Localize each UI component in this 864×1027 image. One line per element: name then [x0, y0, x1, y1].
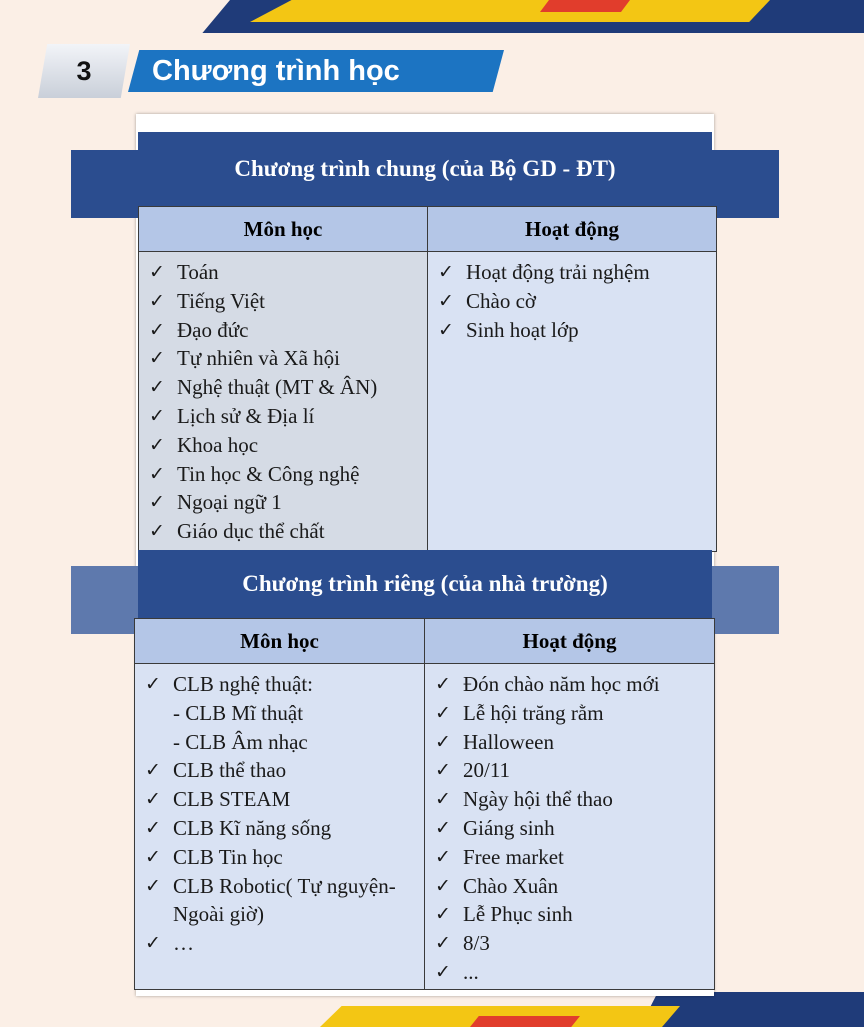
checklist-item: ✓ Tiếng Việt: [149, 287, 419, 316]
school-subjects-list: [145, 670, 416, 958]
checklist-item: ✓ Ngoại ngữ 1: [149, 488, 419, 517]
general-subjects-header: Môn học: [139, 207, 428, 252]
section-number: 3: [76, 56, 92, 86]
checklist-item: ✓ Giáng sinh: [435, 814, 706, 843]
checklist-item: ✓ CLB nghệ thuật:: [145, 670, 416, 699]
checklist-item: ✓ ...: [435, 958, 706, 987]
school-activities-header: Hoạt động: [425, 619, 715, 664]
general-subjects-list: [149, 258, 419, 546]
checklist-item: ✓ Toán: [149, 258, 419, 287]
checklist-item: ✓ Giáo dục thể chất: [149, 517, 419, 546]
checklist-item: ✓ …: [145, 929, 416, 958]
bottom-red-stripe: [470, 1016, 580, 1027]
general-activities-header: Hoạt động: [428, 207, 717, 252]
checklist-item: ✓ Nghệ thuật (MT & ÂN): [149, 373, 419, 402]
top-red-stripe: [540, 0, 630, 12]
school-program-table: [134, 618, 715, 990]
top-cream-cutout: [0, 0, 230, 33]
checklist-item: ✓ Halloween: [435, 728, 706, 757]
checklist-item: ✓ Hoạt động trải nghệm: [438, 258, 708, 287]
sub-list-item: - CLB Âm nhạc: [173, 729, 308, 754]
checklist-item: ✓ Lễ Phục sinh: [435, 900, 706, 929]
school-subjects-header: Môn học: [135, 619, 425, 664]
general-program-title: Chương trình chung (của Bộ GD - ĐT): [138, 132, 712, 206]
checklist-item: ✓ CLB Tin học: [145, 843, 416, 872]
checklist-item: ✓ CLB Robotic( Tự nguyện- Ngoài giờ): [145, 872, 416, 930]
school-activities-cell: [425, 664, 715, 990]
general-activities-cell: [428, 252, 717, 552]
checklist-item: ✓ CLB Kĩ năng sống: [145, 814, 416, 843]
checklist-item: ✓ Lịch sử & Địa lí: [149, 402, 419, 431]
checklist-item: ✓ Đạo đức: [149, 316, 419, 345]
checklist-item: ✓ Tin học & Công nghệ: [149, 460, 419, 489]
checklist-item: ✓ Sinh hoạt lớp: [438, 316, 708, 345]
band-left-ext: [71, 150, 138, 218]
checklist-item: ✓ Khoa học: [149, 431, 419, 460]
school-program-title: Chương trình riêng (của nhà trường): [138, 550, 712, 618]
general-subjects-cell: [139, 252, 428, 552]
school-subjects-cell: [135, 664, 425, 990]
band2-right-ext: [712, 566, 779, 634]
checklist-item: ✓ Free market: [435, 843, 706, 872]
checklist-item: ✓ Đón chào năm học mới: [435, 670, 706, 699]
checklist-item: ✓ Ngày hội thể thao: [435, 785, 706, 814]
top-yellow-stripe: [250, 0, 770, 22]
school-activities-list: [435, 670, 706, 987]
general-activities-list: [438, 258, 708, 344]
checklist-item: ✓ CLB STEAM: [145, 785, 416, 814]
checklist-item: ✓ Chào Xuân: [435, 872, 706, 901]
general-program-table: [138, 206, 717, 552]
band-right-ext: [712, 150, 779, 218]
checklist-item: ✓ Lễ hội trăng rằm: [435, 699, 706, 728]
checklist-item: ✓ Chào cờ: [438, 287, 708, 316]
sub-list-item: - CLB Mĩ thuật: [173, 700, 304, 725]
band2-left-ext: [71, 566, 138, 634]
checklist-item: ✓ CLB thể thao: [145, 756, 416, 785]
checklist-item: ✓ 8/3: [435, 929, 706, 958]
checklist-item: ✓ 20/11: [435, 756, 706, 785]
checklist-item: ✓ Tự nhiên và Xã hội: [149, 344, 419, 373]
section-title: Chương trình học: [152, 55, 400, 87]
